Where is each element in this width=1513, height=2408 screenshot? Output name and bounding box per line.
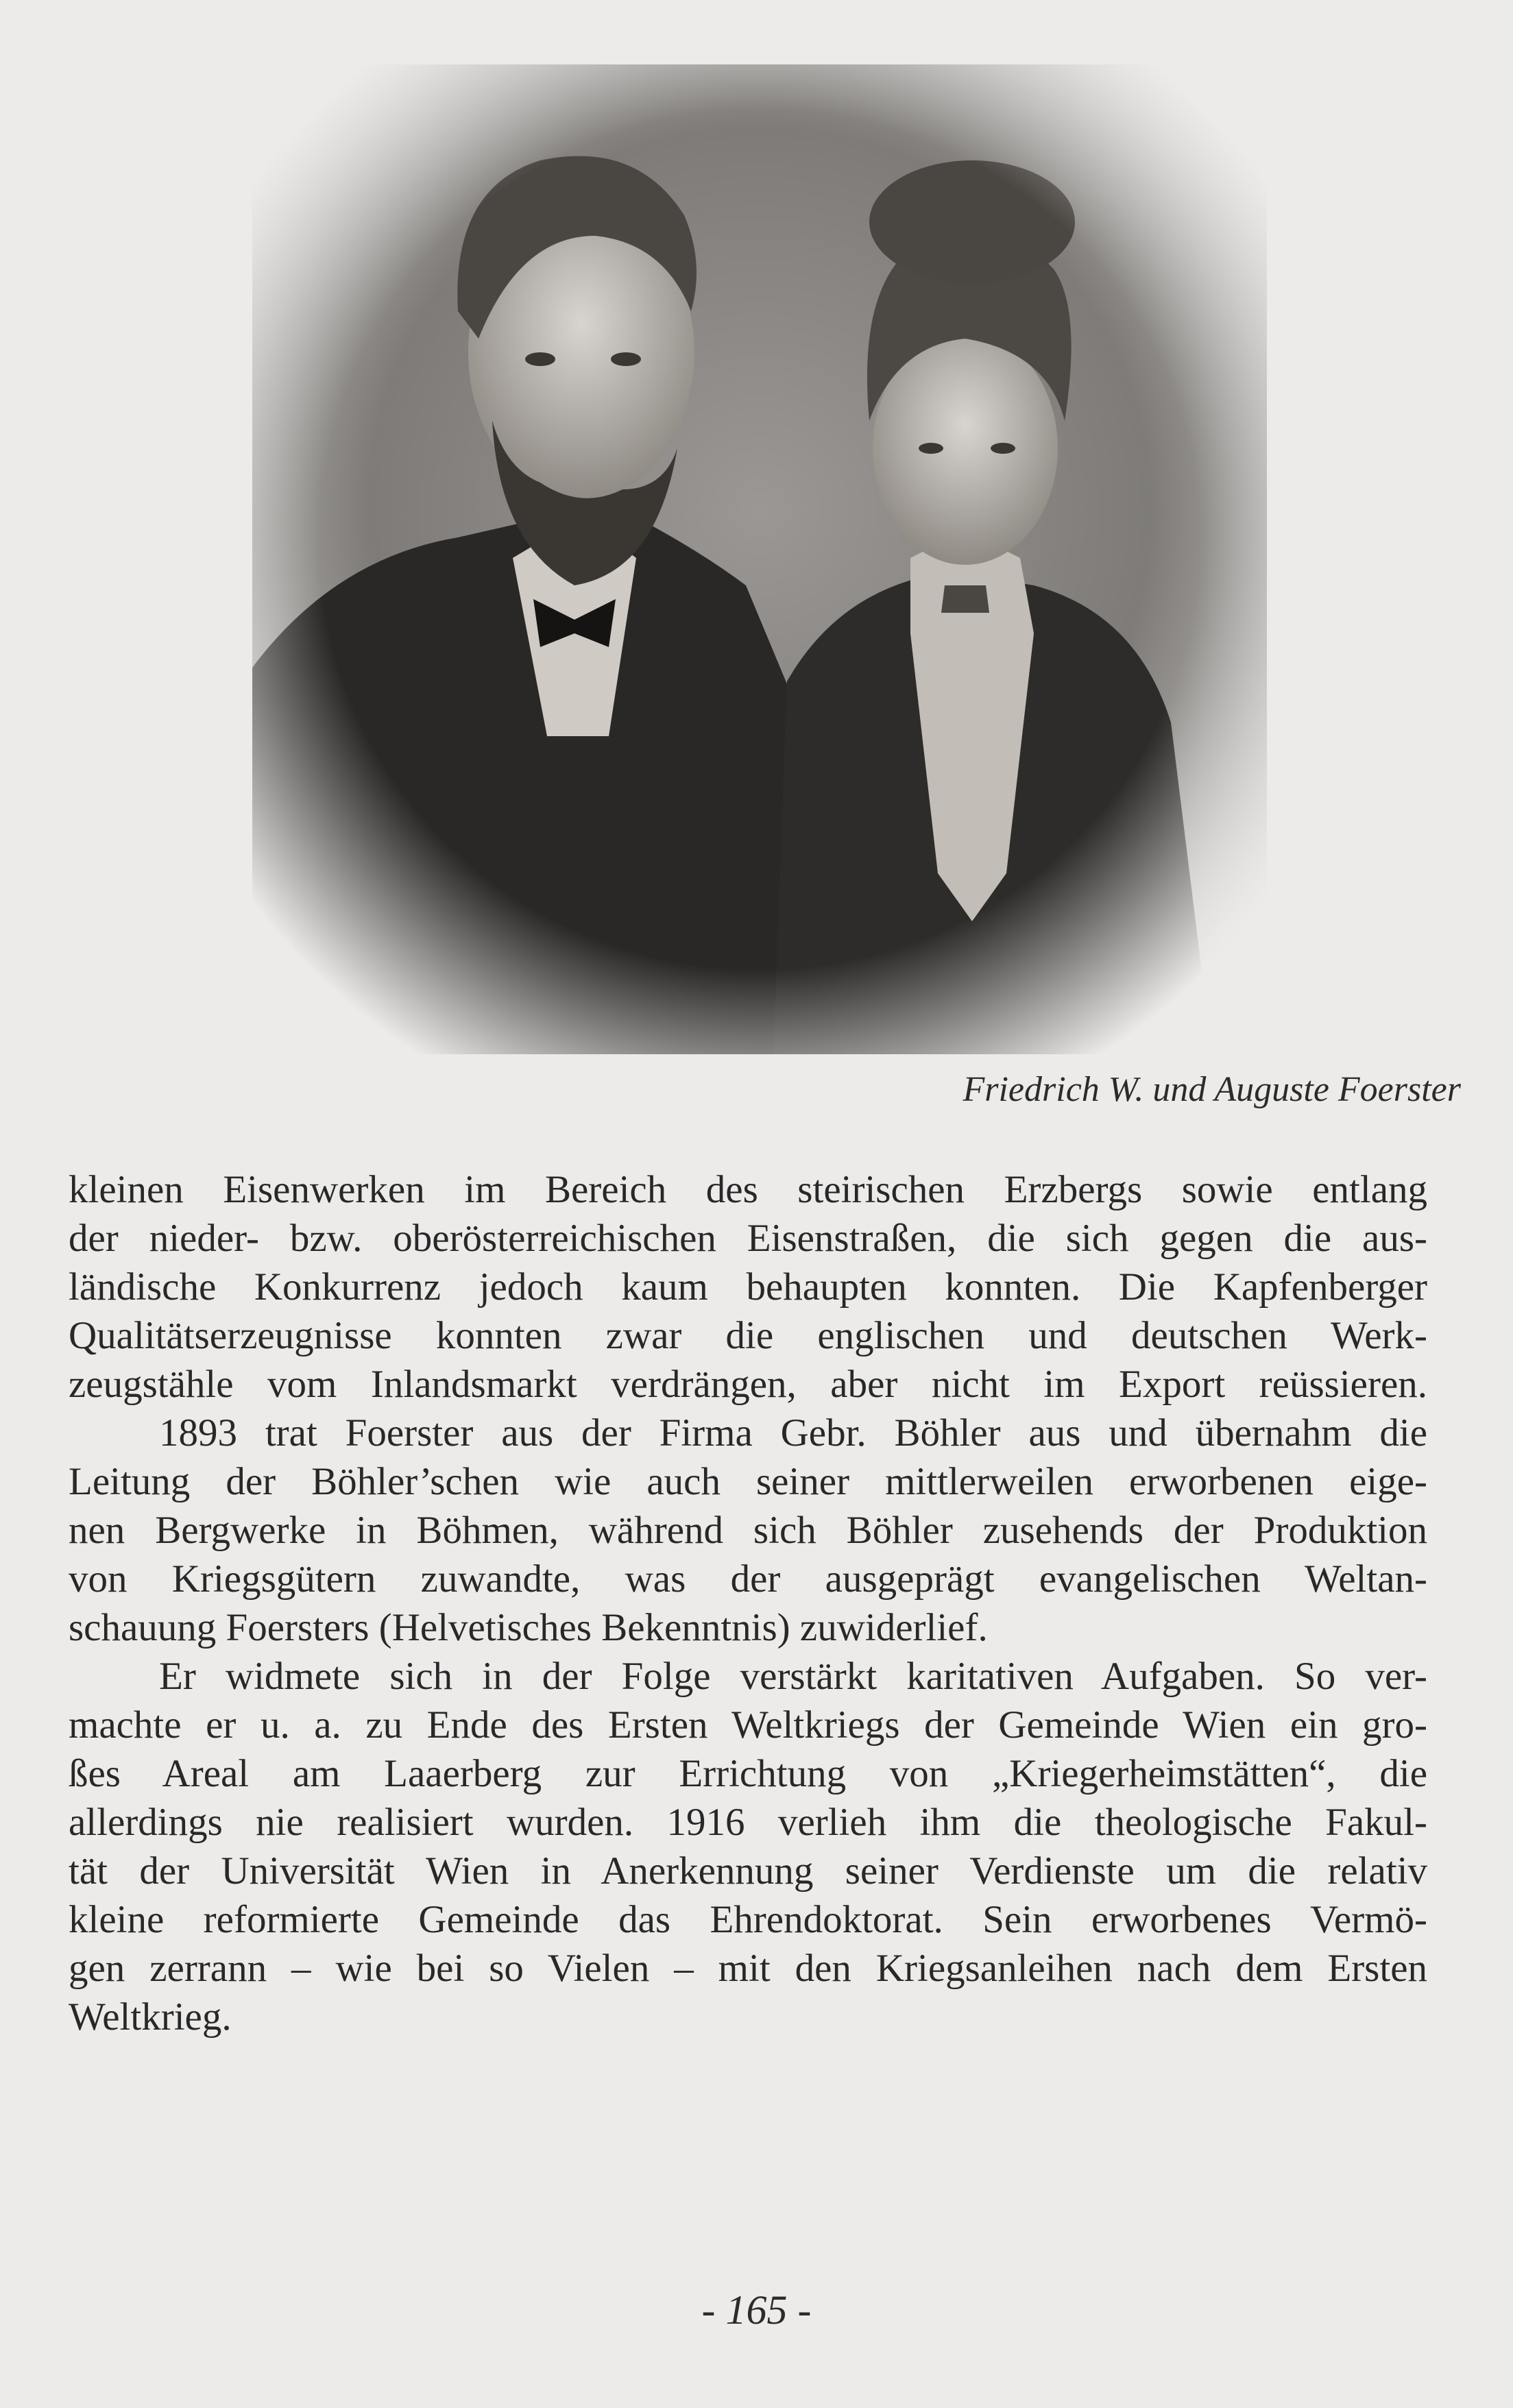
text-line: gen zerrann – wie bei so Vielen – mit den Kriegsanleihen nach dem Ersten bbox=[69, 1947, 1427, 1990]
paragraph-1 bbox=[69, 1165, 1427, 1409]
text-line: kleinen Eisenwerken im Bereich des steirischen Erzbergs sowie entlang bbox=[69, 1168, 1427, 1211]
portrait-photograph-icon bbox=[252, 64, 1267, 1054]
portrait-photograph bbox=[252, 64, 1267, 1054]
text-line: machte er u. a. zu Ende des Ersten Weltkriegs der Gemeinde Wien ein gro- bbox=[69, 1703, 1427, 1747]
paragraph-2 bbox=[69, 1409, 1427, 1652]
text-line: von Kriegsgütern zuwandte, was der ausgeprägt evangelischen Weltan- bbox=[69, 1557, 1427, 1601]
text-line: kleine reformierte Gemeinde das Ehrendoktorat. Sein erworbenes Vermö- bbox=[69, 1898, 1427, 1941]
text-line: Leitung der Böhler’schen wie auch seiner mittlerweilen erworbenen eige- bbox=[69, 1460, 1427, 1503]
text-line: der nieder- bzw. oberösterreichischen Eisenstraßen, die sich gegen die aus- bbox=[69, 1217, 1427, 1260]
photo-caption: Friedrich W. und Auguste Foerster bbox=[963, 1070, 1461, 1109]
text-line: schauung Foersters (Helvetisches Bekenntnis) zuwiderlief. bbox=[69, 1606, 988, 1649]
body-text bbox=[69, 1165, 1427, 2041]
text-line: ßes Areal am Laaerberg zur Errichtung von „Kriegerheimstätten“, die bbox=[69, 1752, 1427, 1795]
text-line: tät der Universität Wien in Anerkennung seiner Verdienste um die relativ bbox=[69, 1849, 1427, 1893]
paragraph-3 bbox=[69, 1652, 1427, 2041]
text-line: Weltkrieg. bbox=[69, 1995, 232, 2039]
text-line: allerdings nie realisiert wurden. 1916 verlieh ihm die theologische Fakul- bbox=[69, 1801, 1427, 1844]
text-line: Er widmete sich in der Folge verstärkt karitativen Aufgaben. So ver- bbox=[159, 1655, 1427, 1698]
text-line: 1893 trat Foerster aus der Firma Gebr. Böhler aus und übernahm die bbox=[159, 1411, 1427, 1455]
text-line: Qualitätserzeugnisse konnten zwar die englischen und deutschen Werk- bbox=[69, 1314, 1427, 1357]
text-line: zeugstähle vom Inlandsmarkt verdrängen, aber nicht im Export reüssieren. bbox=[69, 1363, 1427, 1406]
text-line: nen Bergwerke in Böhmen, während sich Böhler zusehends der Produktion bbox=[69, 1509, 1427, 1552]
page-number: - 165 - bbox=[701, 2287, 812, 2333]
text-line: ländische Konkurrenz jedoch kaum behaupten konnten. Die Kapfenberger bbox=[69, 1265, 1427, 1309]
